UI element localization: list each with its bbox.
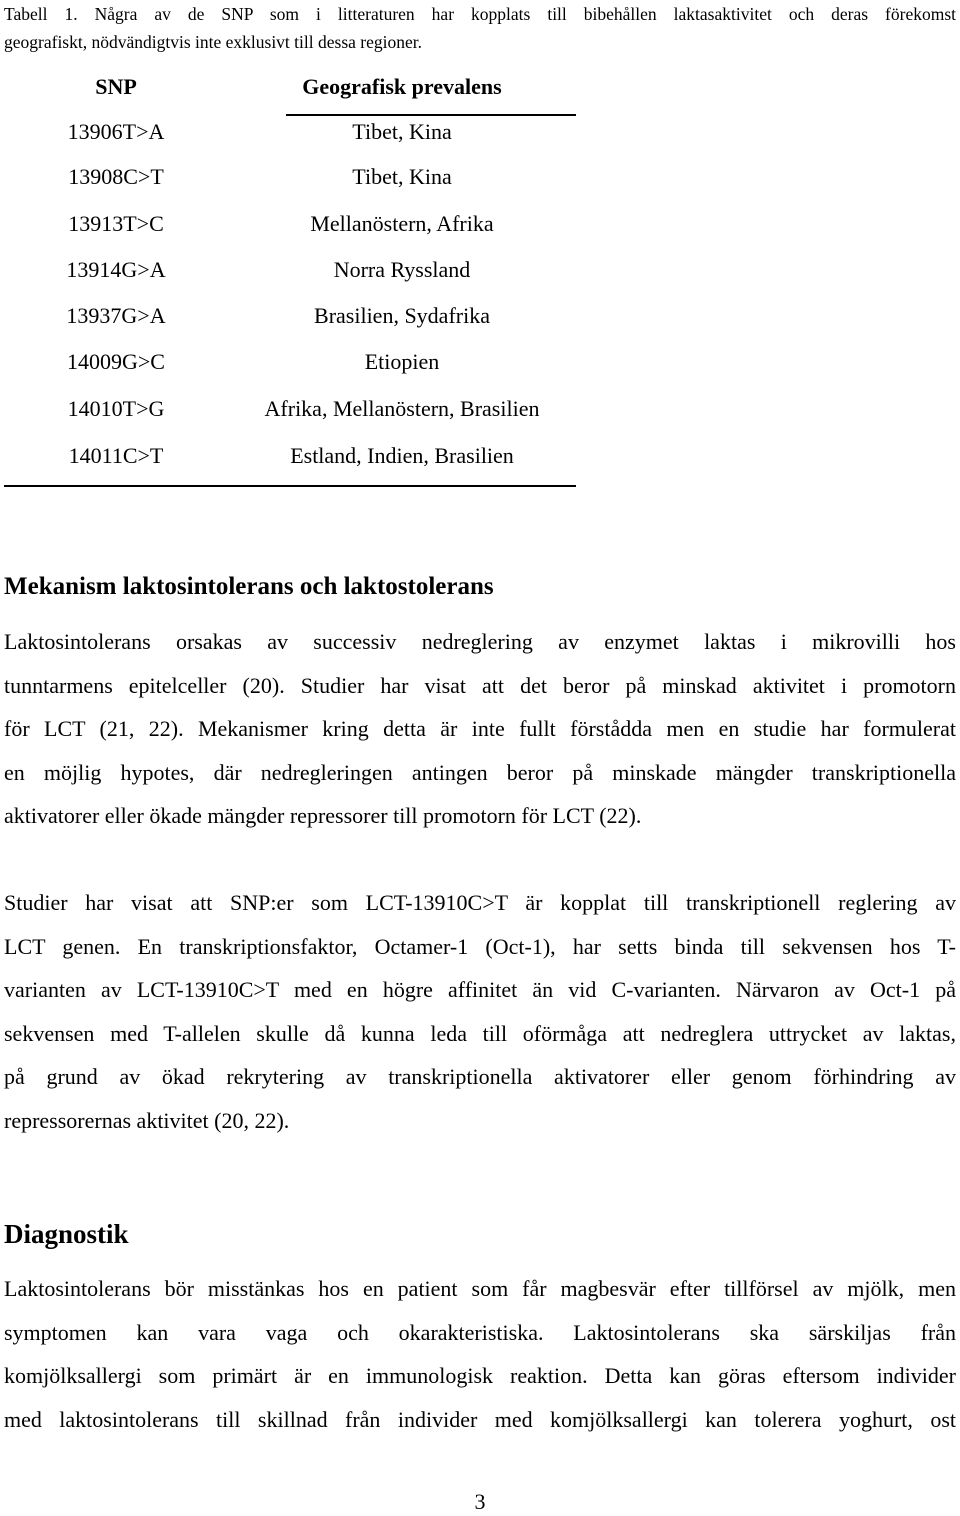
column-header-geografisk-prevalens: Geografisk prevalens: [302, 74, 502, 99]
table-bottom-rule: [4, 485, 576, 487]
table-row-snp: 14011C>T: [68, 443, 164, 468]
header-rule: [286, 114, 576, 116]
table-row-region: Estland, Indien, Brasilien: [290, 443, 514, 468]
table-row-snp: 13937G>A: [66, 303, 166, 328]
paragraph-line: sekvensen med T-allelen skulle då kunna leda till oförmåga att nedreglera uttrycket av laktas,: [4, 1020, 956, 1046]
paragraph-line: en möjlig hypotes, där nedregleringen antingen beror på minskade mängder transkriptionella: [4, 759, 956, 785]
column-header-snp: SNP: [95, 74, 137, 99]
table-row-region: Mellanöstern, Afrika: [310, 211, 494, 236]
paragraph-line: för LCT (21, 22). Mekanismer kring detta är inte fullt förstådda men en studie har formulerat: [4, 716, 956, 742]
table-row-snp: 14009G>C: [67, 349, 165, 374]
paragraph-line: Laktosintolerans bör misstänkas hos en patient som får magbesvär efter tillförsel av mjölk, men: [4, 1276, 956, 1301]
paragraph-line: på grund av ökad rekrytering av transkriptionella aktivatorer eller genom förhindring av: [4, 1064, 956, 1090]
paragraph-line: varianten av LCT-13910C>T med en högre affinitet än vid C-varianten. Närvaron av Oct-1 på: [4, 977, 956, 1003]
table-row-region: Brasilien, Sydafrika: [314, 303, 490, 328]
snp-table: [0, 0, 960, 500]
paragraph-line: Studier har visat att SNP:er som LCT-13910C>T är kopplat till transkriptionell reglering av: [4, 890, 956, 915]
paragraph-mekanism-2: [4, 881, 956, 1143]
paragraph-line: repressorernas aktivitet (20, 22).: [4, 1107, 290, 1133]
table-row-region: Norra Ryssland: [333, 257, 471, 282]
paragraph-diagnostik: [4, 1267, 956, 1441]
paragraph-line: aktivatorer eller ökade mängder repressorer till promotorn för LCT (22).: [4, 803, 642, 829]
paragraph-line: symptomen kan vara vaga och okarakteristiska. Laktosintolerans ska särskiljas från: [4, 1319, 956, 1345]
paragraph-mekanism-1: [4, 620, 956, 838]
paragraph-line: tunntarmens epitelceller (20). Studier har visat att det beror på minskad aktivitet i promotorn: [4, 672, 956, 698]
section-heading-mekanism: Mekanism laktosintolerans och laktostolerans: [4, 573, 494, 600]
paragraph-line: Laktosintolerans orsakas av successiv nedreglering av enzymet laktas i mikrovilli hos: [4, 629, 956, 654]
table-row-region: Afrika, Mellanöstern, Brasilien: [264, 396, 540, 421]
paragraph-line: med laktosintolerans till skillnad från individer med komjölksallergi kan tolerera yoghurt, ost: [4, 1406, 956, 1432]
paragraph-line: komjölksallergi som primärt är en immunologisk reaktion. Detta kan göras eftersom individer: [4, 1363, 956, 1389]
table-row-snp: 13914G>A: [66, 257, 166, 282]
table-row-region: Etiopien: [364, 349, 440, 374]
table-row-snp: 13913T>C: [68, 211, 164, 236]
table-row-snp: 13908C>T: [68, 164, 164, 189]
table-caption-line-2: geografiskt, nödvändigtvis inte exklusivt till dessa regioner.: [4, 32, 422, 52]
paragraph-line: LCT genen. En transkriptionsfaktor, Octamer-1 (Oct-1), har setts binda till sekvensen hos T-: [4, 933, 956, 959]
table-row-region: Tibet, Kina: [352, 164, 452, 189]
table-row-snp: 14010T>G: [67, 396, 165, 421]
table-caption-line-1: Tabell 1. Några av de SNP som i litteraturen har kopplats till bibehållen laktasaktivitet och deras förekomst: [4, 4, 956, 24]
table-row-snp: 13906T>A: [67, 119, 165, 144]
page-number: 3: [474, 1489, 486, 1514]
table-row-region: Tibet, Kina: [352, 119, 452, 144]
section-heading-diagnostik: Diagnostik: [4, 1219, 129, 1249]
